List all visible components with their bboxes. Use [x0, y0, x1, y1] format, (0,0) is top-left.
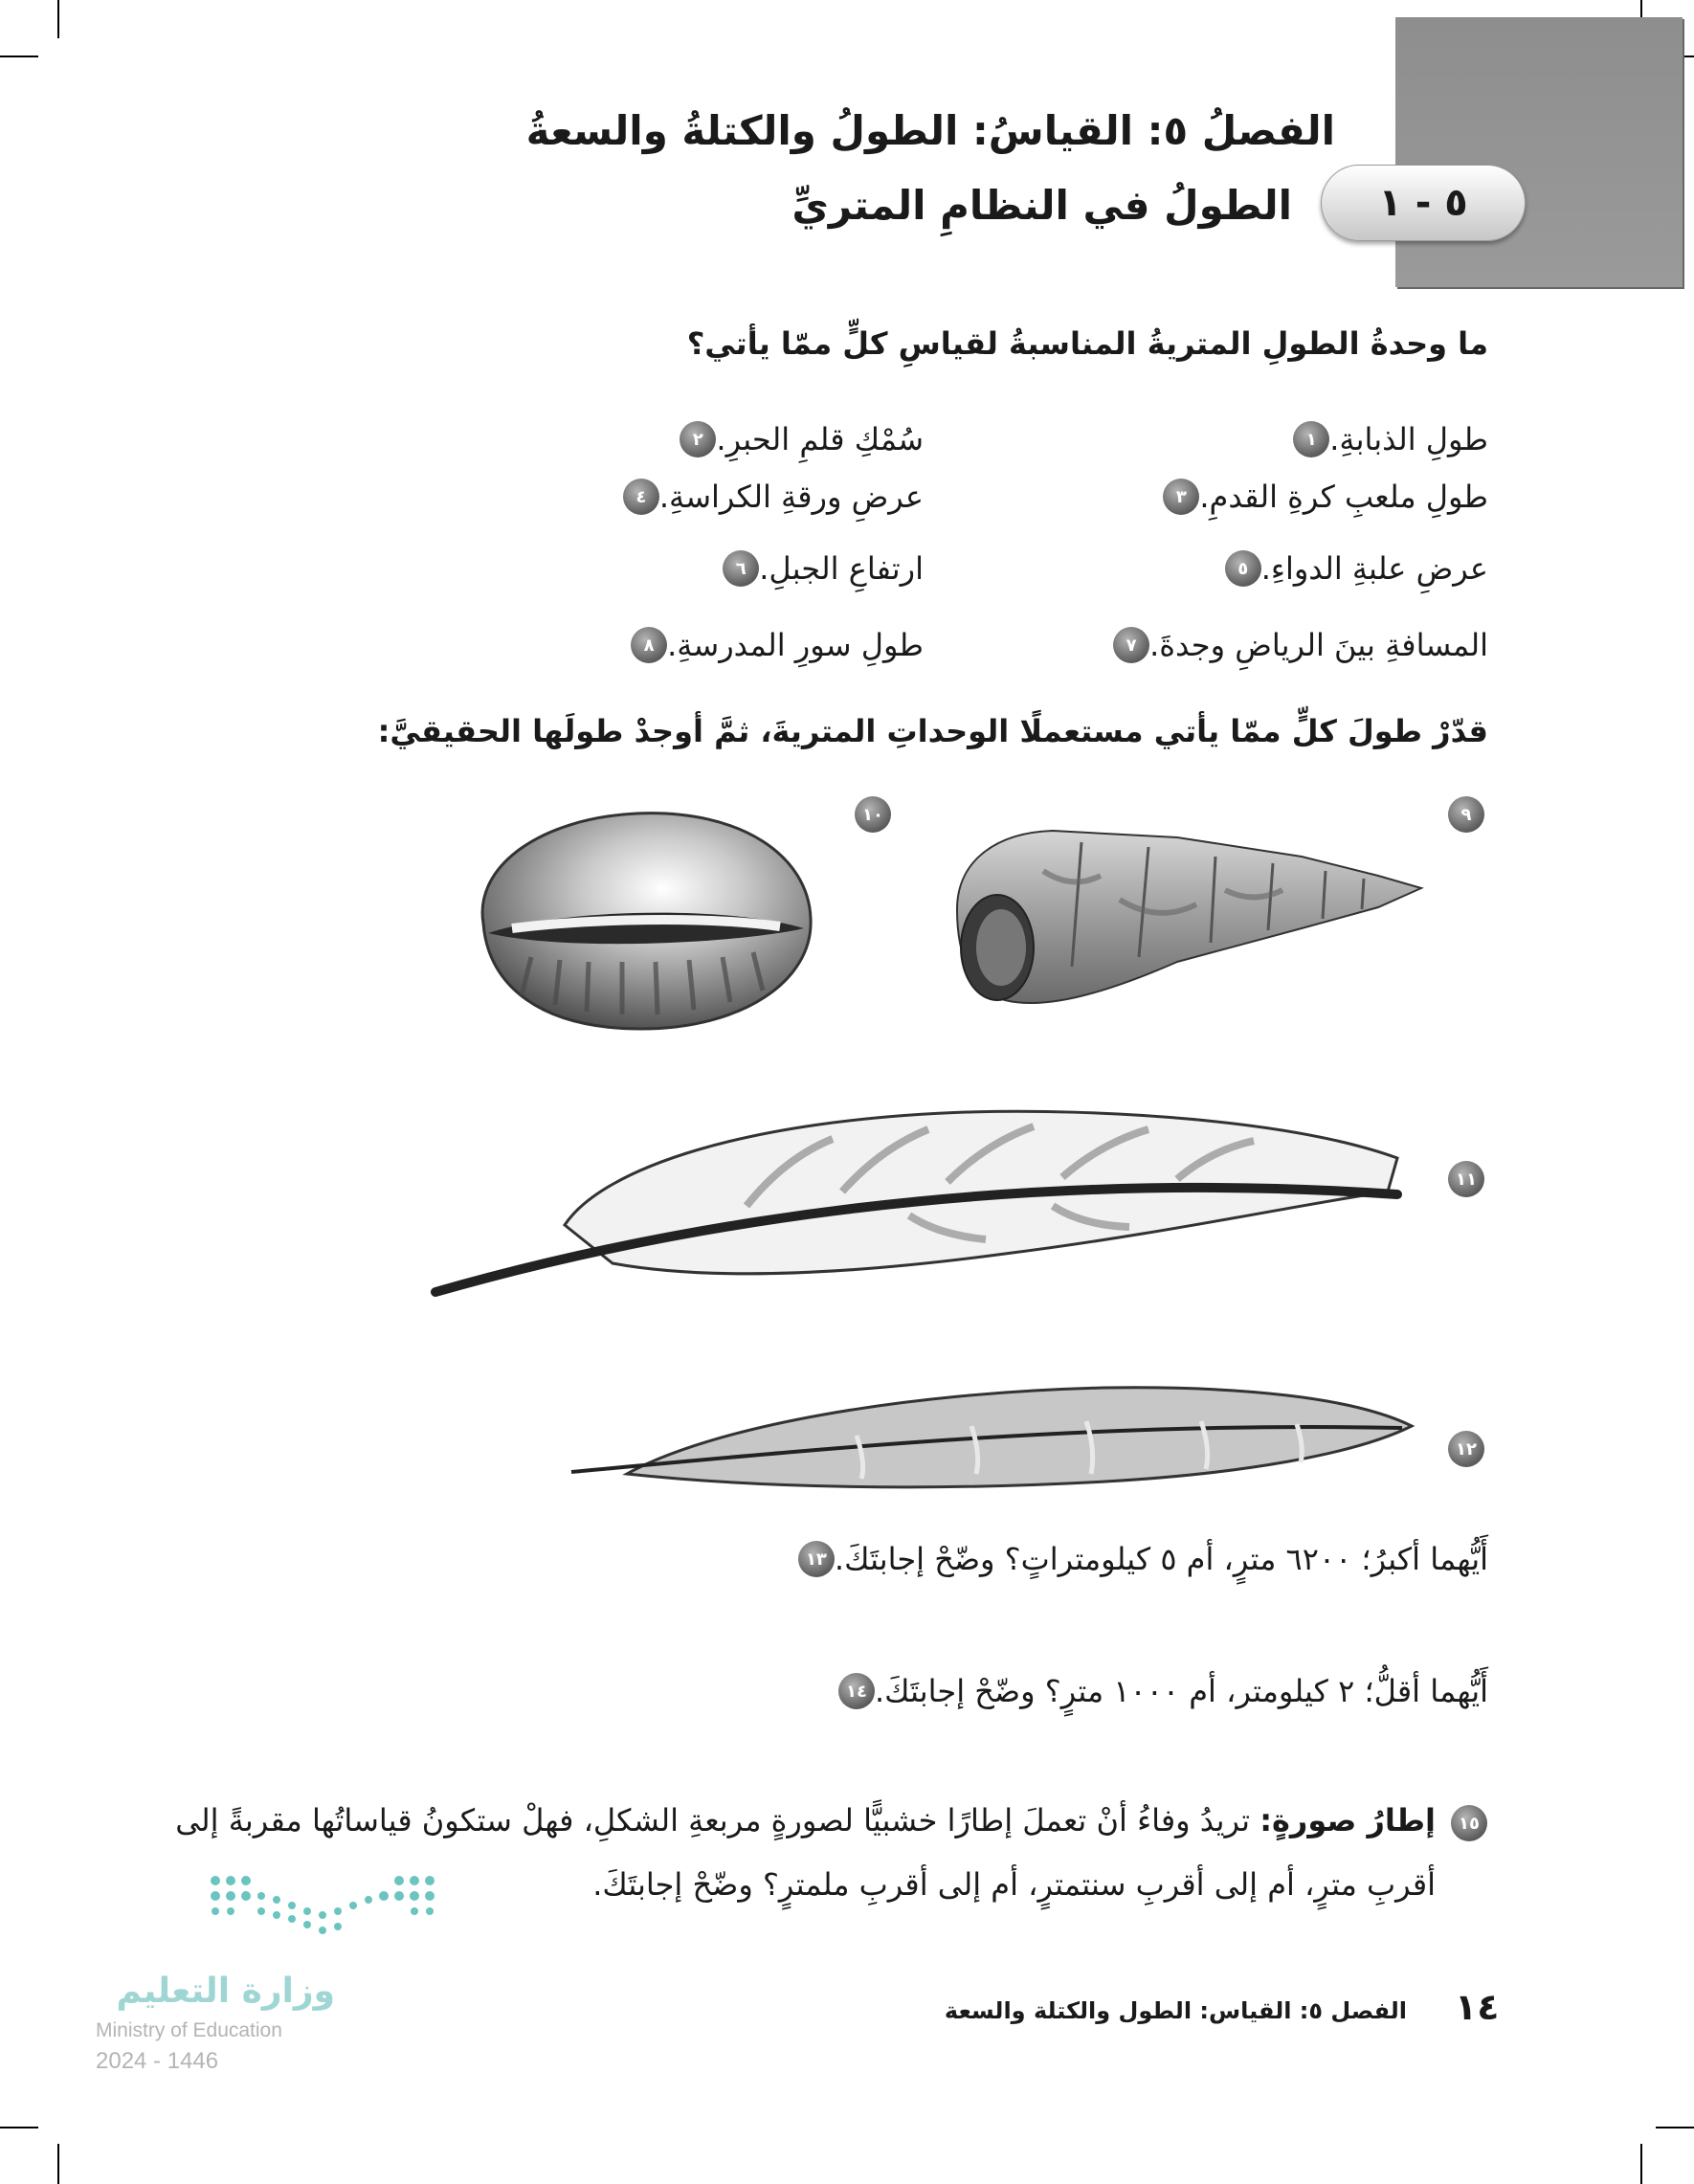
figure-number-badge: ١٠: [855, 796, 891, 833]
question-item-1: [1280, 421, 1488, 457]
footer-chapter-name: القياس: الطول والكتلة والسعة: [944, 1997, 1292, 2024]
question-item-3: [1149, 479, 1488, 515]
question-text: طولِ الذبابةِ.: [1329, 421, 1488, 457]
question-15-text-line1: تريدُ وفاءُ أنْ تعملَ إطارًا خشبيًّا لصورةٍ مربعةِ الشكلِ، فهلْ ستكونُ قياساتُها مقربةً إلى: [175, 1802, 1251, 1839]
small-feather-icon: [569, 1378, 1421, 1493]
question-item-13: [785, 1541, 1488, 1577]
ministry-logo-dots-icon: [206, 1871, 445, 1948]
crop-mark: [57, 0, 59, 38]
question-number-badge: ١٥: [1451, 1805, 1487, 1841]
question-text: المسافةِ بينَ الرياضِ وجدةَ.: [1149, 627, 1488, 663]
lesson-number-badge: ٥ - ١: [1321, 165, 1526, 241]
question-text: أَيُّهما أقلُّ؛ ٢ كيلومتر، أم ١٠٠٠ مترٍ؟ وضّحْ إجابتَكَ.: [874, 1673, 1488, 1709]
question-15-label: إطارُ صورةٍ:: [1259, 1802, 1436, 1839]
crop-mark: [1656, 2127, 1694, 2128]
question-text: سُمْكِ قلمِ الحبرِ.: [716, 421, 924, 457]
section1-prompt: ما وحدةُ الطولِ المتريةُ المناسبةُ لقياسِ كلٍّ ممّا يأتي؟: [686, 325, 1488, 362]
question-item-4: [610, 479, 924, 515]
figure-number-badge: ٩: [1448, 796, 1484, 833]
lesson-title: الطولُ في النظامِ المتريِّ: [791, 182, 1292, 229]
question-item-14: [825, 1673, 1488, 1709]
question-text: عرضِ ورقةِ الكراسةِ.: [658, 479, 924, 515]
question-text: طولِ ملعبِ كرةِ القدمِ.: [1199, 479, 1488, 515]
question-text: عرضِ علبةِ الدواءِ.: [1260, 550, 1488, 587]
crop-mark: [1640, 2144, 1642, 2184]
question-item-5: [1212, 550, 1488, 587]
question-item-2: [666, 421, 924, 457]
question-text: طولِ سورِ المدرسةِ.: [667, 627, 924, 663]
question-item-8: [617, 627, 924, 663]
question-number-badge: ١: [1293, 421, 1329, 457]
crop-mark: [57, 2144, 59, 2184]
footer-chapter: [945, 1997, 1407, 2024]
footer-chapter-label: الفصل ٥:: [1299, 1997, 1407, 2024]
question-number-badge: ١٤: [838, 1673, 875, 1709]
ministry-name-arabic: وزارة التعليم: [116, 1972, 335, 2011]
crop-mark: [0, 2127, 38, 2128]
crop-mark: [0, 56, 38, 57]
question-15-text-line2: أقربِ مترٍ، أم إلى أقربِ سنتمترٍ، أم إلى أقربِ ملمترٍ؟ وضّحْ إجابتَكَ.: [592, 1866, 1436, 1903]
ministry-name-english: Ministry of Education: [96, 2019, 282, 2041]
question-number-badge: ٥: [1225, 550, 1261, 587]
large-feather-icon: [431, 1101, 1426, 1302]
question-15-line1: [172, 1802, 1436, 1839]
page-number: ١٤: [1455, 1986, 1500, 2028]
question-number-badge: ٤: [623, 479, 659, 515]
question-number-badge: ١٣: [798, 1541, 835, 1577]
spiral-shell-icon: [938, 804, 1436, 1034]
section2-prompt: قدّرْ طولَ كلٍّ ممّا يأتي مستعملًا الوحداتِ المتريةَ، ثمَّ أوجدْ طولَها الحقيقيَّ:: [377, 713, 1488, 749]
figure-number-badge: ١١: [1448, 1161, 1484, 1197]
cowrie-shell-icon: [455, 799, 828, 1038]
question-item-7: [1100, 627, 1488, 663]
question-number-badge: ٦: [723, 550, 759, 587]
question-number-badge: ٣: [1163, 479, 1199, 515]
ministry-year: 2024 - 1446: [96, 2048, 219, 2074]
question-number-badge: ٢: [680, 421, 716, 457]
question-item-6: [709, 550, 924, 587]
question-number-badge: ٨: [631, 627, 667, 663]
question-number-badge: ٧: [1113, 627, 1149, 663]
question-text: ارتفاعِ الجبلِ.: [759, 550, 924, 587]
chapter-title: الفصلُ ٥: القياسُ: الطولُ والكتلةُ والسعةُ: [525, 107, 1335, 154]
figure-number-badge: ١٢: [1448, 1431, 1484, 1467]
question-text: أَيُّهما أكبرُ؛ ٦٢٠٠ مترٍ، أم ٥ كيلومتراتٍ؟ وضّحْ إجابتَكَ.: [834, 1541, 1488, 1577]
header-gray-tab: [1395, 17, 1683, 287]
